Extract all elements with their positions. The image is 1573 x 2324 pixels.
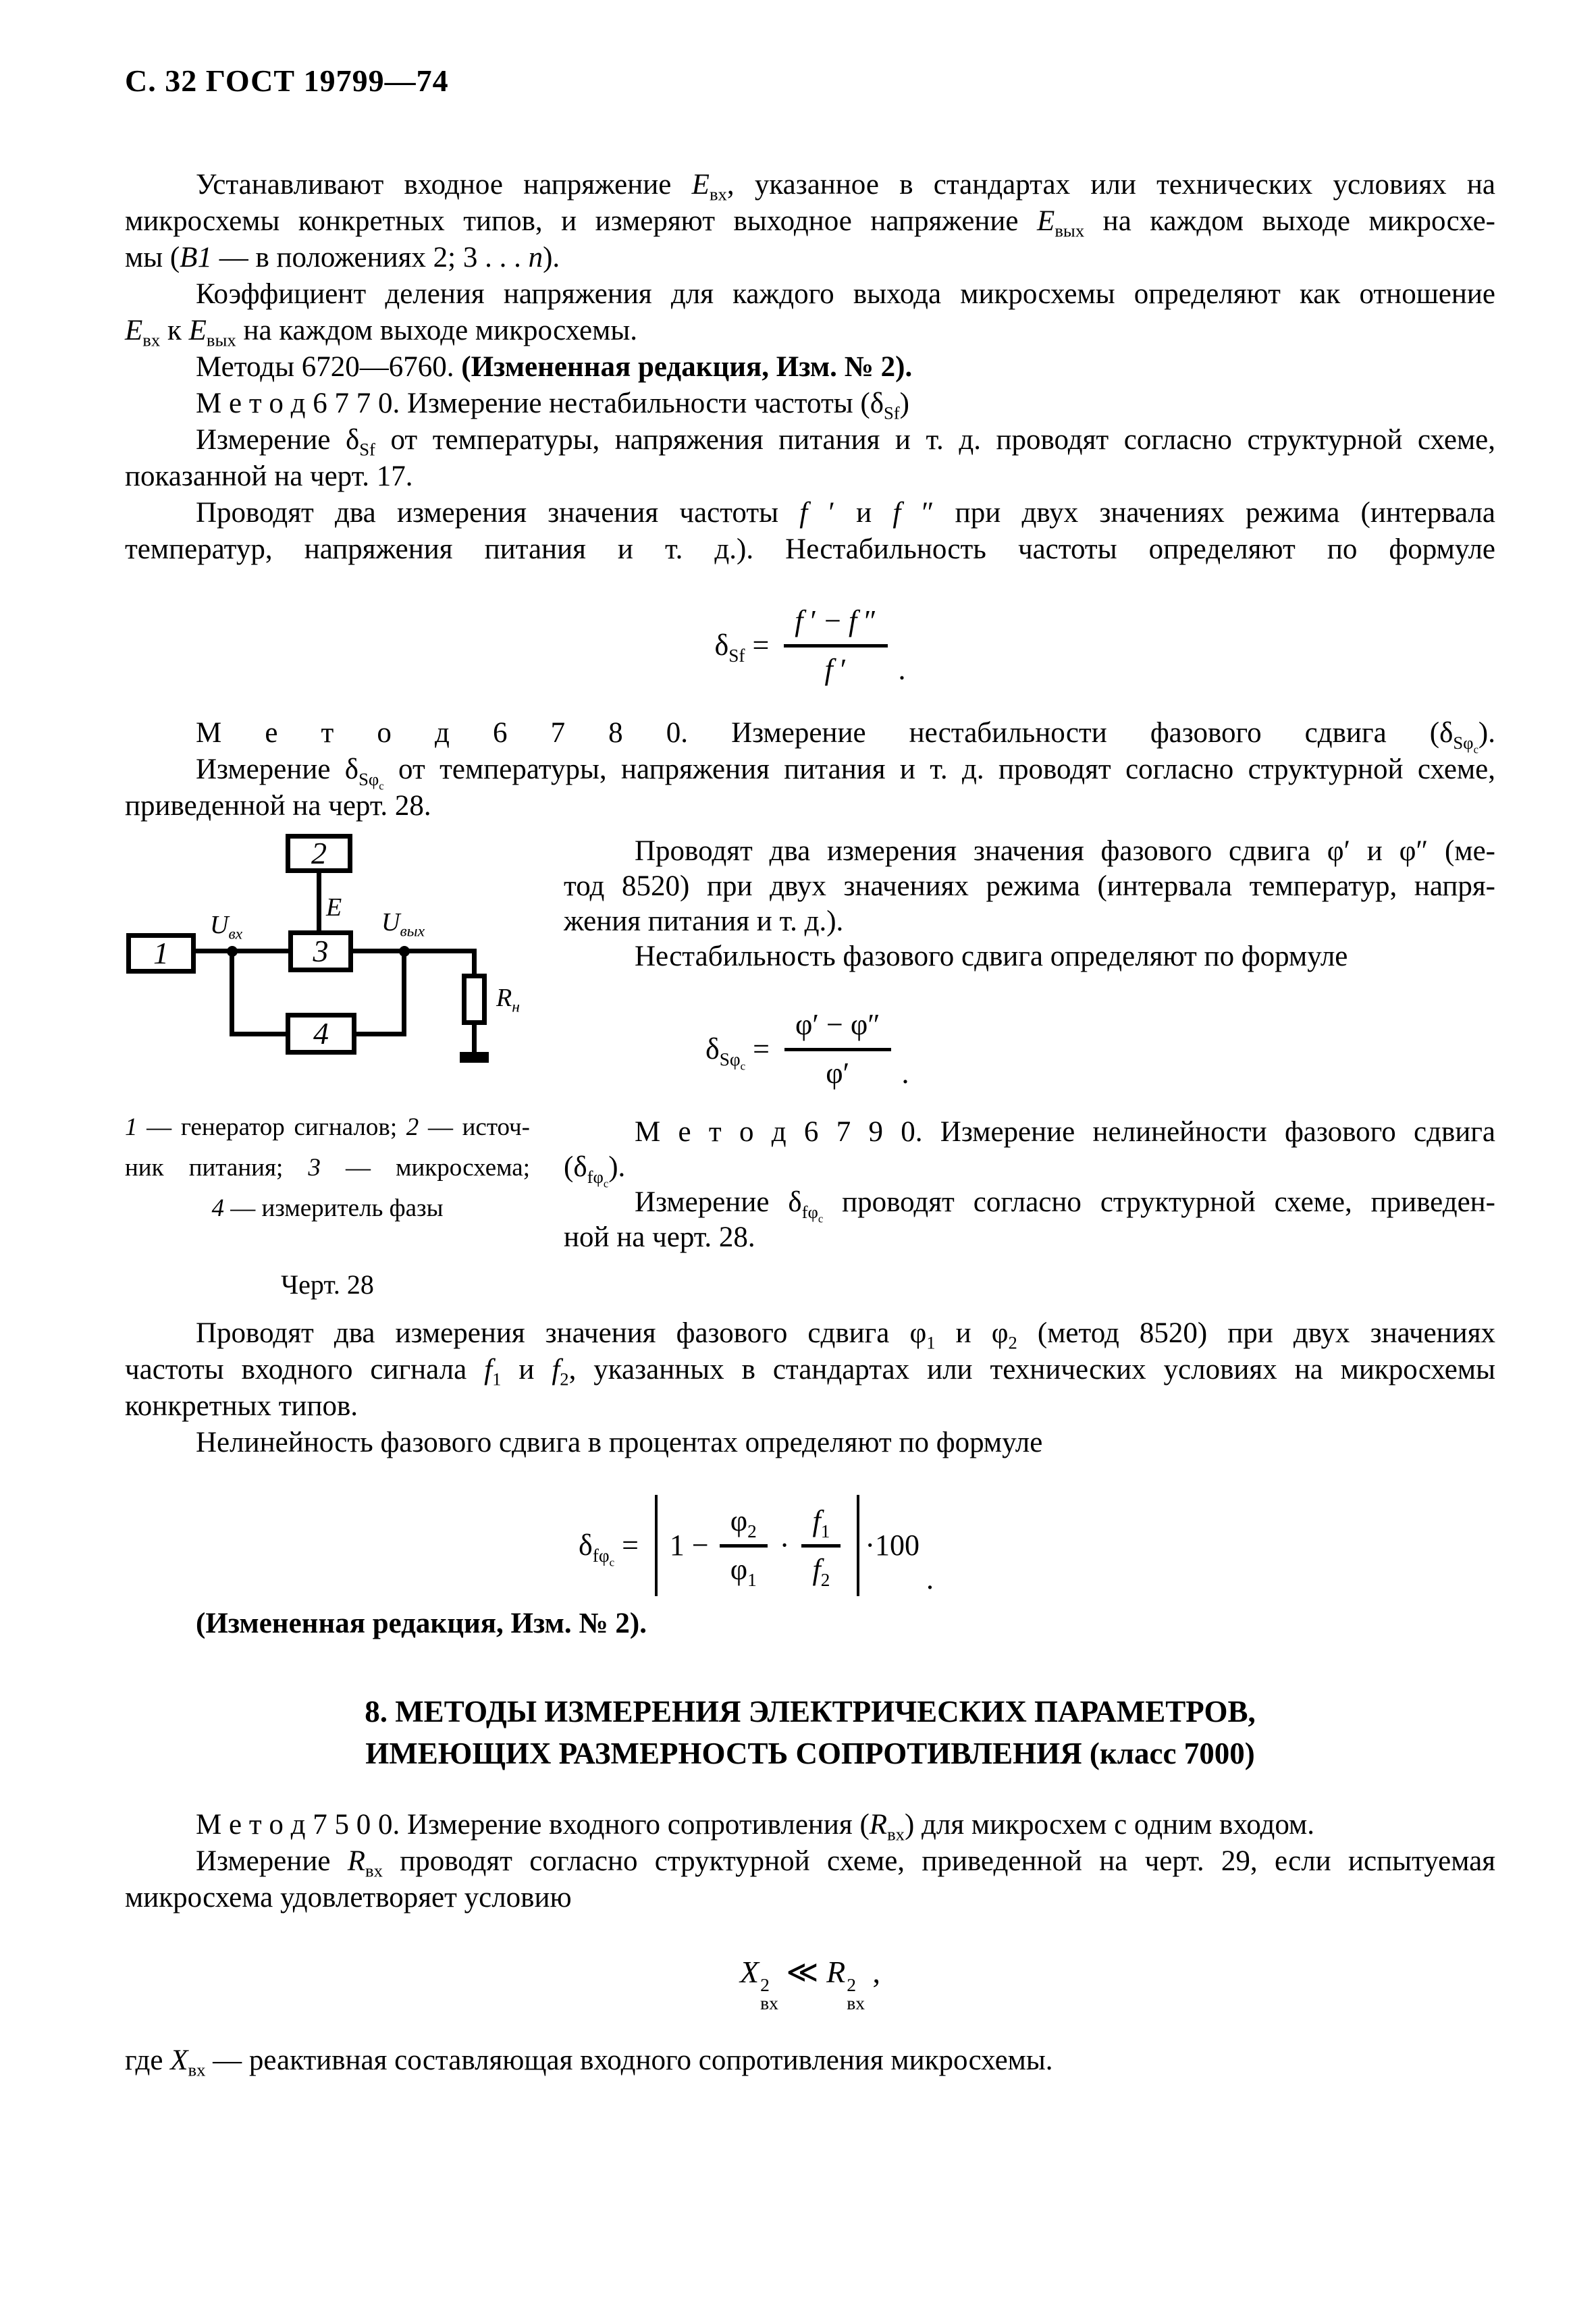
amendment-note: (Измененная редакция, Изм. № 2). (196, 1608, 647, 1640)
ground-symbol (460, 1052, 489, 1063)
fraction (784, 604, 887, 687)
text-line: конкретных типов. (125, 1390, 358, 1423)
text-line: $E_{вх}$ к $E_{вых}$ на каждом выходе микросхемы. (125, 315, 637, 350)
wire-feedback-left (230, 951, 234, 1036)
wire-gen-to-chip (196, 949, 288, 953)
wire-power-to-chip (317, 873, 321, 930)
formula-lhs: $\delta_{Sf}$ = (714, 628, 770, 666)
diagram-block-2-power-source: 2 (286, 834, 352, 873)
fraction-numerator: $f_1$ (801, 1504, 841, 1548)
formula-period: . (926, 1562, 934, 1595)
label-u-in: $U_{вх}$ (210, 911, 243, 943)
wire-to-load (472, 949, 477, 976)
fraction-denominator: f ′ (824, 652, 847, 686)
fraction-numerator: φ′ − φ″ (784, 1008, 891, 1051)
text-line: М е т о д 6 7 9 0. Измерение нелинейности фазового сдвига (635, 1116, 1495, 1148)
text-line: Проводят два измерения значения фазового сдвига $\varphi_1$ и $\varphi_2$ (метод 8520) при двух значениях (196, 1317, 1495, 1353)
text-line: где $X_{вх}$ — реактивная составляющая входного сопротивления микросхемы. (125, 2044, 1053, 2080)
formula-resistance-condition: X 2 вх ≪ R 2 вх , (739, 1955, 881, 2014)
body-section-1 (125, 167, 1495, 568)
text-line: микросхемы конкретных типов, и измеряют выходное напряжение $E_{вых}$ на каждом выходе микросхе- (125, 205, 1495, 241)
formula-lhs: $\delta_{f\varphi_с}$ = (579, 1528, 639, 1569)
text-line: ной на черт. 28. (564, 1221, 755, 1254)
absolute-value-group (655, 1495, 859, 1596)
label-r-load: $R_н$ (496, 984, 520, 1016)
junction-dot-output (399, 946, 410, 957)
figure-row (125, 834, 1495, 1303)
text-line: температур, напряжения питания и т. д.). Нестабильность частоты определяют по формуле (125, 533, 1495, 565)
text-line: Проводят два измерения значения частоты f ′ и f ″ при двух значениях режима (интервала (196, 497, 1496, 529)
section-heading-line: 8. МЕТОДЫ ИЗМЕРЕНИЯ ЭЛЕКТРИЧЕСКИХ ПАРАМЕТРОВ, (365, 1695, 1256, 1729)
fraction-numerator: f ′ − f ″ (784, 604, 887, 648)
caption-line: 4 — измеритель фазы (211, 1194, 444, 1223)
page-header: С. 32 ГОСТ 19799—74 (125, 63, 449, 98)
text-line: частоты входного сигнала $f_1$ и $f_2$, указанных в стандартах или технических условиях на микросхемы (125, 1354, 1495, 1390)
formula-frequency-instability (125, 604, 1495, 687)
label-u-out: $U_{вых}$ (381, 908, 425, 941)
text-line: М е т о д 6 7 8 0. Измерение нестабильности фазового сдвига $(\delta_{S\varphi_с})$. (196, 717, 1495, 756)
formula-phase-shift-nonlinearity (125, 1495, 1387, 1596)
text-line: Измерение $\delta_{S\varphi_с}$ от температуры, напряжения питания и т. д. проводят согласно структурной схеме, (196, 754, 1496, 793)
figure-caption (125, 1107, 530, 1229)
fraction (801, 1504, 841, 1590)
formula-phase-shift-instability (564, 1008, 1495, 1090)
text-line: приведенной на черт. 28. (125, 790, 431, 822)
formula-period: . (898, 652, 906, 686)
caption-line: ник питания; 3 — микросхема; (125, 1154, 530, 1182)
body-section-2 (125, 715, 1495, 824)
formula-lhs: $\delta_{S\varphi_с}$ = (705, 1032, 770, 1073)
text-line: жения питания и т. д.). (564, 905, 844, 938)
text-line: микросхема удовлетворяет условию (125, 1882, 572, 1914)
text-line: Методы 6720—6760. (Измененная редакция, Изм. № 2). (196, 351, 913, 383)
fraction (720, 1504, 768, 1590)
wire-to-block4-right (356, 1032, 406, 1036)
text-line: М е т о д 6 7 7 0. Измерение нестабильности частоты $(\delta_{Sf})$ (196, 388, 909, 423)
text-line: Проводят два измерения значения фазового сдвига φ′ и φ″ (ме- (635, 835, 1495, 868)
section-heading (125, 1691, 1495, 1774)
text-line: Измерение $\delta_{f\varphi_с}$ проводят согласно структурной схеме, приведен- (635, 1186, 1495, 1225)
text-line: Измерение $R_{вх}$ проводят согласно структурной схеме, приведенной на черт. 29, если испытуемая (196, 1845, 1495, 1881)
fraction-denominator: φ′ (826, 1056, 850, 1090)
right-text-column (564, 834, 1495, 1303)
formula-period: . (901, 1056, 909, 1090)
wire-load-to-ground (472, 1023, 477, 1053)
multiplication-dot: · (779, 1528, 790, 1562)
wire-chip-output (353, 949, 477, 953)
figure-column (125, 834, 530, 1303)
fraction-denominator: $f_2$ (812, 1552, 830, 1590)
text-line: М е т о д 7 5 0 0. Измерение входного сопротивления $(R_{вх})$ для микросхем с одним входом. (196, 1809, 1315, 1845)
label-supply-e: E (326, 893, 342, 922)
caption-line: 1 — генератор сигналов; 2 — источ- (125, 1113, 530, 1142)
wire-feedback-right (402, 951, 406, 1036)
text-line: Измерение $\delta_{Sf}$ от температуры, напряжения питания и т. д. проводят согласно структурной схеме, (196, 424, 1495, 460)
wire-to-block4-left (230, 1032, 286, 1036)
fraction-numerator: $\varphi_2$ (720, 1504, 768, 1548)
fraction-denominator: $\varphi_1$ (730, 1552, 757, 1590)
formula-term: 1 − (669, 1528, 709, 1562)
body-section-4 (125, 1807, 1495, 1916)
diagram-block-4-phase-meter: 4 (286, 1013, 356, 1055)
formula-term: ·100 (865, 1528, 919, 1562)
text-line: показанной на черт. 17. (125, 460, 413, 492)
load-resistor-symbol (462, 974, 487, 1025)
section-heading-line: ИМЕЮЩИХ РАЗМЕРНОСТЬ СОПРОТИВЛЕНИЯ (класс 7000) (365, 1737, 1255, 1771)
diagram-block-1-signal-generator: 1 (126, 933, 196, 974)
text-line: $(\delta_{f\varphi_с})$. (564, 1151, 626, 1190)
text-line: Коэффициент деления напряжения для каждого выхода микросхемы определяют как отношение (196, 278, 1495, 310)
text-line: мы (B1 — в положениях 2; 3 . . . n). (125, 242, 560, 273)
body-section-3 (125, 1315, 1495, 1461)
block-diagram-chart-28 (125, 834, 530, 1067)
text-line: Нестабильность фазового сдвига определяют по формуле (635, 941, 1348, 973)
figure-number-label: Черт. 28 (281, 1269, 374, 1300)
text-line: Устанавливают входное напряжение $E_{вх}$, указанное в стандартах или технических условиях на (196, 169, 1495, 205)
text-line: тод 8520) при двух значениях режима (интервала температур, напря- (564, 870, 1495, 903)
text-line: Нелинейность фазового сдвига в процентах определяют по формуле (196, 1427, 1043, 1459)
fraction (784, 1008, 891, 1090)
diagram-block-3-microcircuit: 3 (288, 930, 353, 972)
junction-dot-input (227, 946, 238, 957)
